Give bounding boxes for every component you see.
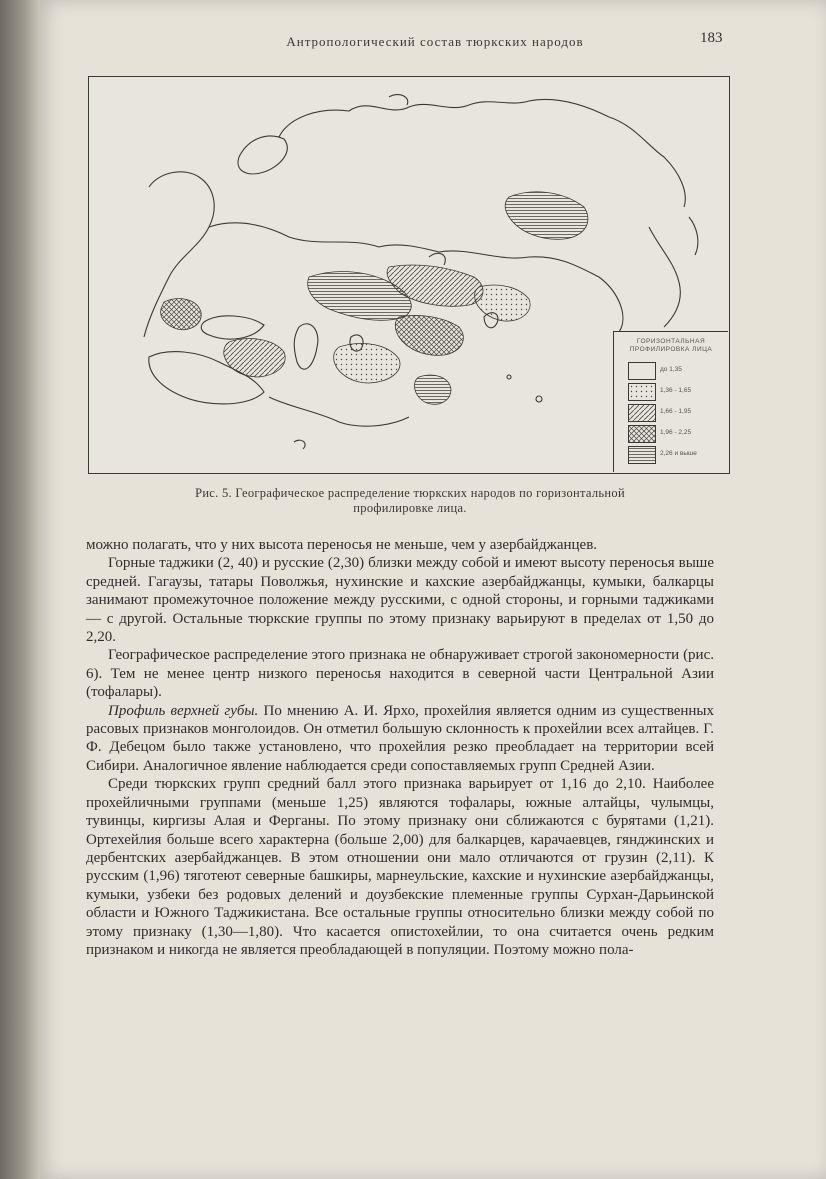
paragraph-text: Среди тюркских групп средний балл этого признака варьирует от 1,16 до 2,10. Наиболее прохейличными группами (меньше 1,25) являются тофалары, южные алтайцы, чулымцы, тувинцы, киргизы Алая и Ферганы. По этому признаку они сближаются с бурятами (1,21). Ортехейлия больше всего характерна (больше 2,00) для балкарцев, карачаевцев, гянджинских и дербентских азербайджанцев. В этом отношении они мало отличаются от грузин (2,11). К русским (1,96) тяготеют северные башкиры, марнеульские, кахские и нухинские азербайджанцы, кумыки, узбеки без родовых делений и доузбекские племенные группы Сурхан-Дарьинской области и Южного Таджикистана. Все остальные группы относительно близки между собой по этому признаку (1,30—1,80). Что касается опистохейлии, то она считается очень редким признаком и никогда не является преобладающей в популяции. Поэтому можно пола- bbox=[86, 776, 714, 958]
legend-swatch-horizontal bbox=[628, 446, 656, 464]
paragraph-text: По мнению А. И. Ярхо, прохейлия является одним из существенных расовых признаков монголоидов. Он отметил большую склонность к прохейлии всех алтайцев. Г. Ф. Дебецом было также установлено, что прохейлия резко преобладает на территории всей Сибири. Аналогичное явление наблюдается среди сопоставляемых групп Средней Азии. bbox=[86, 702, 715, 774]
paragraph bbox=[86, 646, 714, 701]
caption-line1: Рис. 5. Географическое распределение тюркских народов по горизонтальной bbox=[195, 486, 625, 500]
caption-line2: профилировке лица. bbox=[353, 501, 467, 515]
running-head: Антропологический состав тюркских народов bbox=[286, 34, 584, 49]
legend-item bbox=[628, 362, 724, 380]
legend-swatch-blank bbox=[628, 362, 656, 380]
page-gutter-shadow bbox=[0, 0, 40, 1179]
paragraph-text: можно полагать, что у них высота переносья не меньше, чем у азербайджанцев. bbox=[86, 537, 598, 553]
paragraph-text: Горные таджики (2, 40) и русские (2,30) близки между собой и имеют высоту переносья выше средней. Гагаузы, татары Поволжья, нухинские и кахские азербайджанцы, кумыки, балкарцы занимают промежуточное положение между русскими, с одной стороны, и горными таджиками — с другой. Остальные тюркские группы по этому признаку варьируют в пределах от 1,50 до 2,20. bbox=[86, 555, 714, 646]
legend-item bbox=[628, 404, 724, 422]
legend-item bbox=[628, 383, 724, 401]
legend-title-line2: ПРОФИЛИРОВКА ЛИЦА bbox=[629, 346, 713, 353]
legend-label: до 1,35 bbox=[660, 366, 682, 373]
legend-item bbox=[628, 446, 724, 464]
map-figure bbox=[88, 76, 730, 474]
legend-title bbox=[614, 338, 728, 354]
paragraph bbox=[86, 702, 714, 776]
paragraph-italic-lead: Профиль верхней губы. bbox=[108, 702, 259, 719]
paragraph bbox=[86, 536, 714, 554]
page-number: 183 bbox=[700, 30, 723, 46]
map-legend bbox=[613, 331, 728, 472]
body-text bbox=[86, 536, 714, 959]
legend-item bbox=[628, 425, 724, 443]
figure-caption bbox=[110, 486, 710, 516]
legend-title-line1: ГОРИЗОНТАЛЬНАЯ bbox=[636, 338, 706, 345]
legend-label: 2,26 и выше bbox=[660, 450, 697, 457]
legend-label: 1,66 - 1,95 bbox=[660, 408, 692, 415]
legend-label: 1,36 - 1,65 bbox=[660, 387, 692, 394]
legend-swatch-cross bbox=[628, 425, 656, 443]
paragraph-text: Географическое распределение этого признака не обнаруживает строгой закономерности (рис. 6). Тем не менее центр низкого переносья находится в северной части Центральной Азии (тофалары). bbox=[86, 647, 714, 701]
legend-label: 1,96 - 2,25 bbox=[660, 429, 692, 436]
legend-swatch-diagonal bbox=[628, 404, 656, 422]
legend-swatch-dots bbox=[628, 383, 656, 401]
paragraph bbox=[86, 554, 714, 646]
paragraph bbox=[86, 775, 714, 959]
